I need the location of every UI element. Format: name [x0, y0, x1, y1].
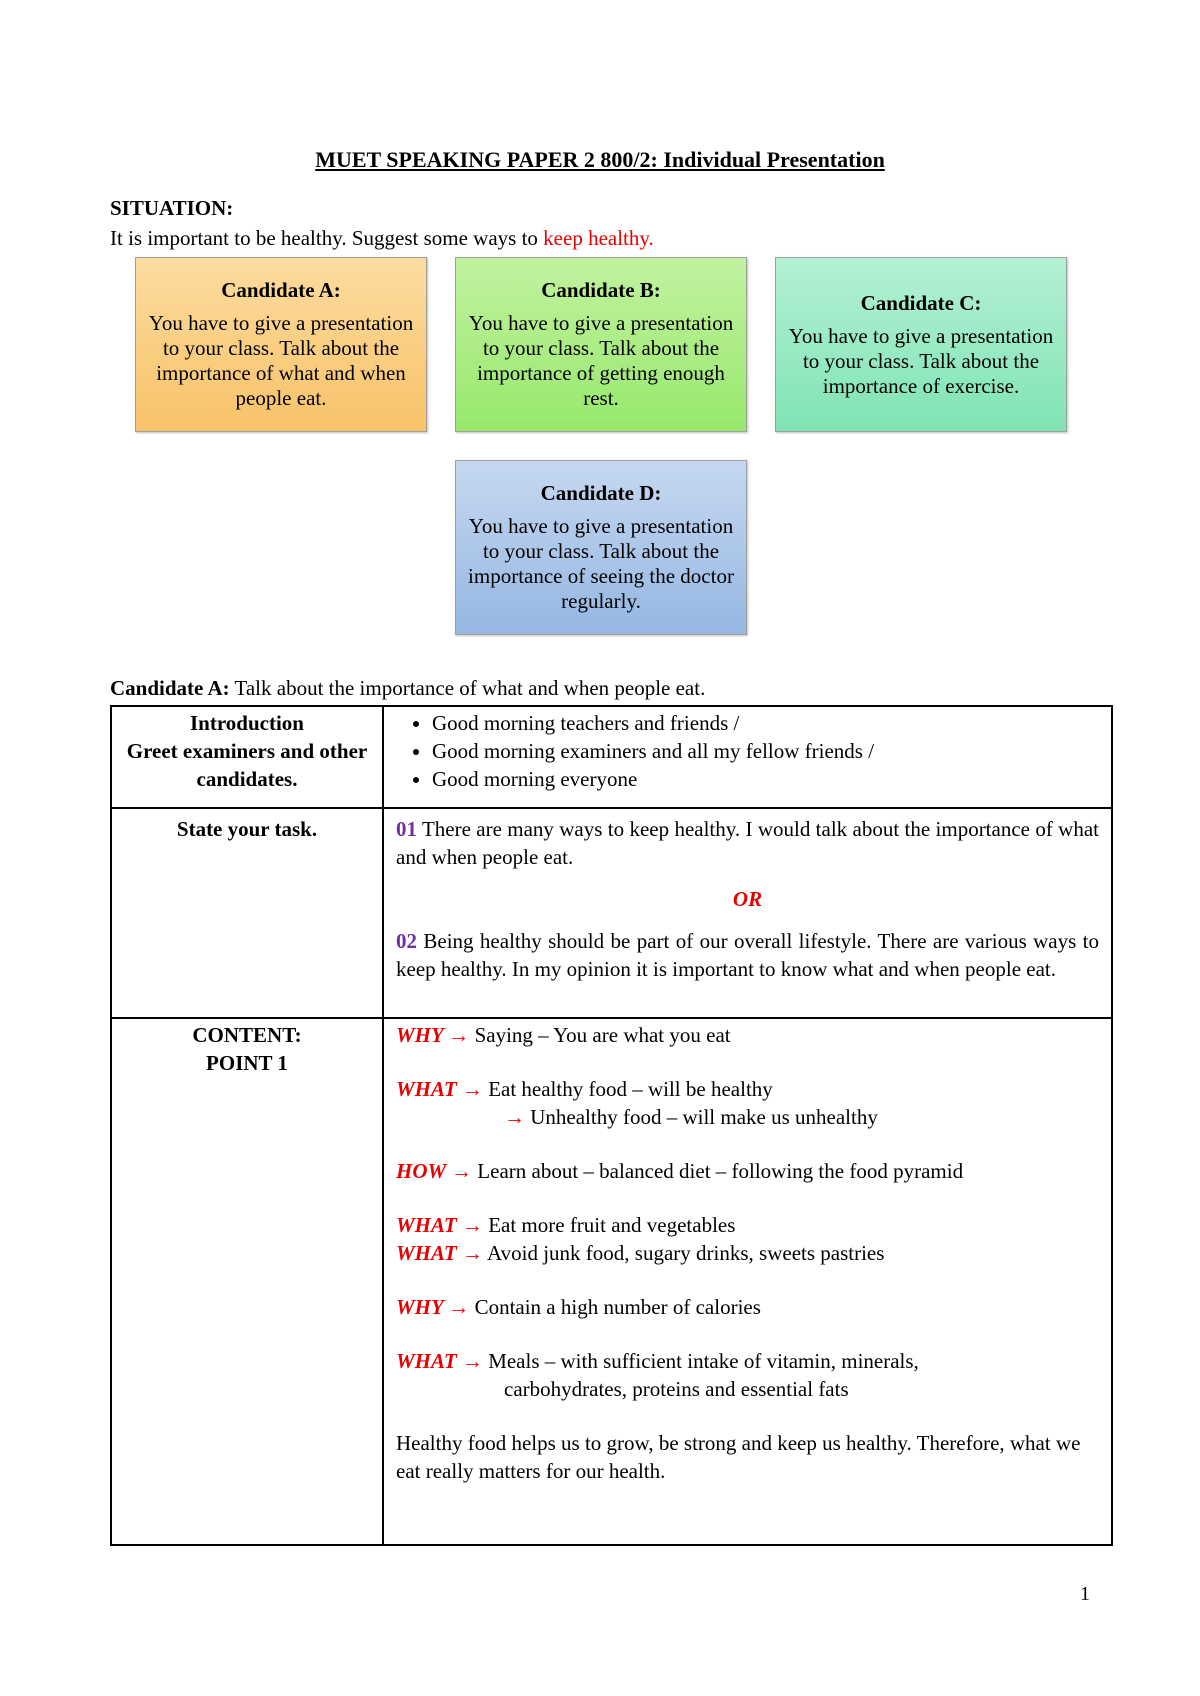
task-option-2: 02 Being healthy should be part of our overall lifestyle. There are various ways to keep healthy. In my opinion it is important to know what and when people eat.	[396, 929, 1099, 981]
situation-highlight: keep healthy.	[543, 226, 654, 250]
candidate-b-card	[455, 257, 747, 432]
content-line: → Unhealthy food – will make us unhealthy	[504, 1105, 878, 1129]
candidate-a-card	[135, 257, 427, 432]
page-title: MUET SPEAKING PAPER 2 800/2: Individual Presentation	[315, 147, 885, 172]
table-row-content	[111, 1018, 1112, 1545]
presentation-table	[110, 705, 1113, 1546]
task-label-cell	[111, 808, 383, 1018]
content-line: HOW → Learn about – balanced diet – following the food pyramid	[396, 1159, 964, 1183]
or-label: OR	[732, 887, 763, 911]
card-title: Candidate A:	[221, 278, 341, 302]
content-line: WHY → Contain a high number of calories	[396, 1295, 761, 1319]
content-label-cell	[111, 1018, 383, 1545]
content-line: WHY → Saying – You are what you eat	[396, 1023, 731, 1047]
content-line: WHAT → Meals – with sufficient intake of vitamin, minerals,	[396, 1349, 919, 1373]
content-closing: Healthy food helps us to grow, be strong and keep us healthy. Therefore, what we eat really matters for our health.	[396, 1431, 1081, 1483]
intro-sublabel: Greet examiners and other candidates.	[126, 739, 368, 791]
candidate-c-card	[775, 257, 1067, 432]
content-line: WHAT → Eat more fruit and vegetables	[396, 1213, 736, 1237]
card-body: You have to give a presentation to your class. Talk about the importance of what and when people eat.	[148, 311, 414, 410]
content-cell	[383, 1018, 1112, 1545]
page-number: 1	[1080, 1583, 1090, 1605]
card-body: You have to give a presentation to your class. Talk about the importance of seeing the doctor regularly.	[468, 514, 734, 613]
card-body: You have to give a presentation to your class. Talk about the importance of getting enough rest.	[468, 311, 734, 410]
candidate-d-card	[455, 460, 747, 635]
list-item: • Good morning teachers and friends /	[432, 709, 1099, 737]
table-row-task	[111, 808, 1112, 1018]
content-line: WHAT → Avoid junk food, sugary drinks, sweets pastries	[396, 1241, 885, 1265]
situation-text: It is important to be healthy. Suggest some ways to keep healthy.	[110, 226, 654, 250]
content-line: carbohydrates, proteins and essential fats	[504, 1377, 849, 1401]
card-title: Candidate D:	[540, 481, 662, 505]
content-line: WHAT → Eat healthy food – will be healthy	[396, 1077, 773, 1101]
task-label: State your task.	[176, 817, 318, 841]
content-label: CONTENT:	[192, 1023, 302, 1047]
situation-label: SITUATION:	[110, 196, 234, 220]
card-title: Candidate B:	[541, 278, 661, 302]
list-item: • Good morning examiners and all my fellow friends /	[432, 737, 1099, 765]
card-body: You have to give a presentation to your class. Talk about the importance of exercise.	[788, 323, 1054, 398]
intro-label: Introduction	[190, 711, 304, 735]
candidate-a-heading: Candidate A: Talk about the importance of what and when people eat.	[110, 676, 706, 700]
content-sublabel: POINT 1	[206, 1051, 288, 1075]
task-content-cell	[383, 808, 1112, 1018]
list-item: • Good morning everyone	[432, 765, 1099, 793]
intro-label-cell	[111, 706, 383, 808]
card-title: Candidate C:	[860, 290, 982, 315]
task-option-1: 01 There are many ways to keep healthy. I would talk about the importance of what and when people eat.	[396, 817, 1099, 869]
intro-content-cell	[383, 706, 1112, 808]
table-row-introduction	[111, 706, 1112, 808]
